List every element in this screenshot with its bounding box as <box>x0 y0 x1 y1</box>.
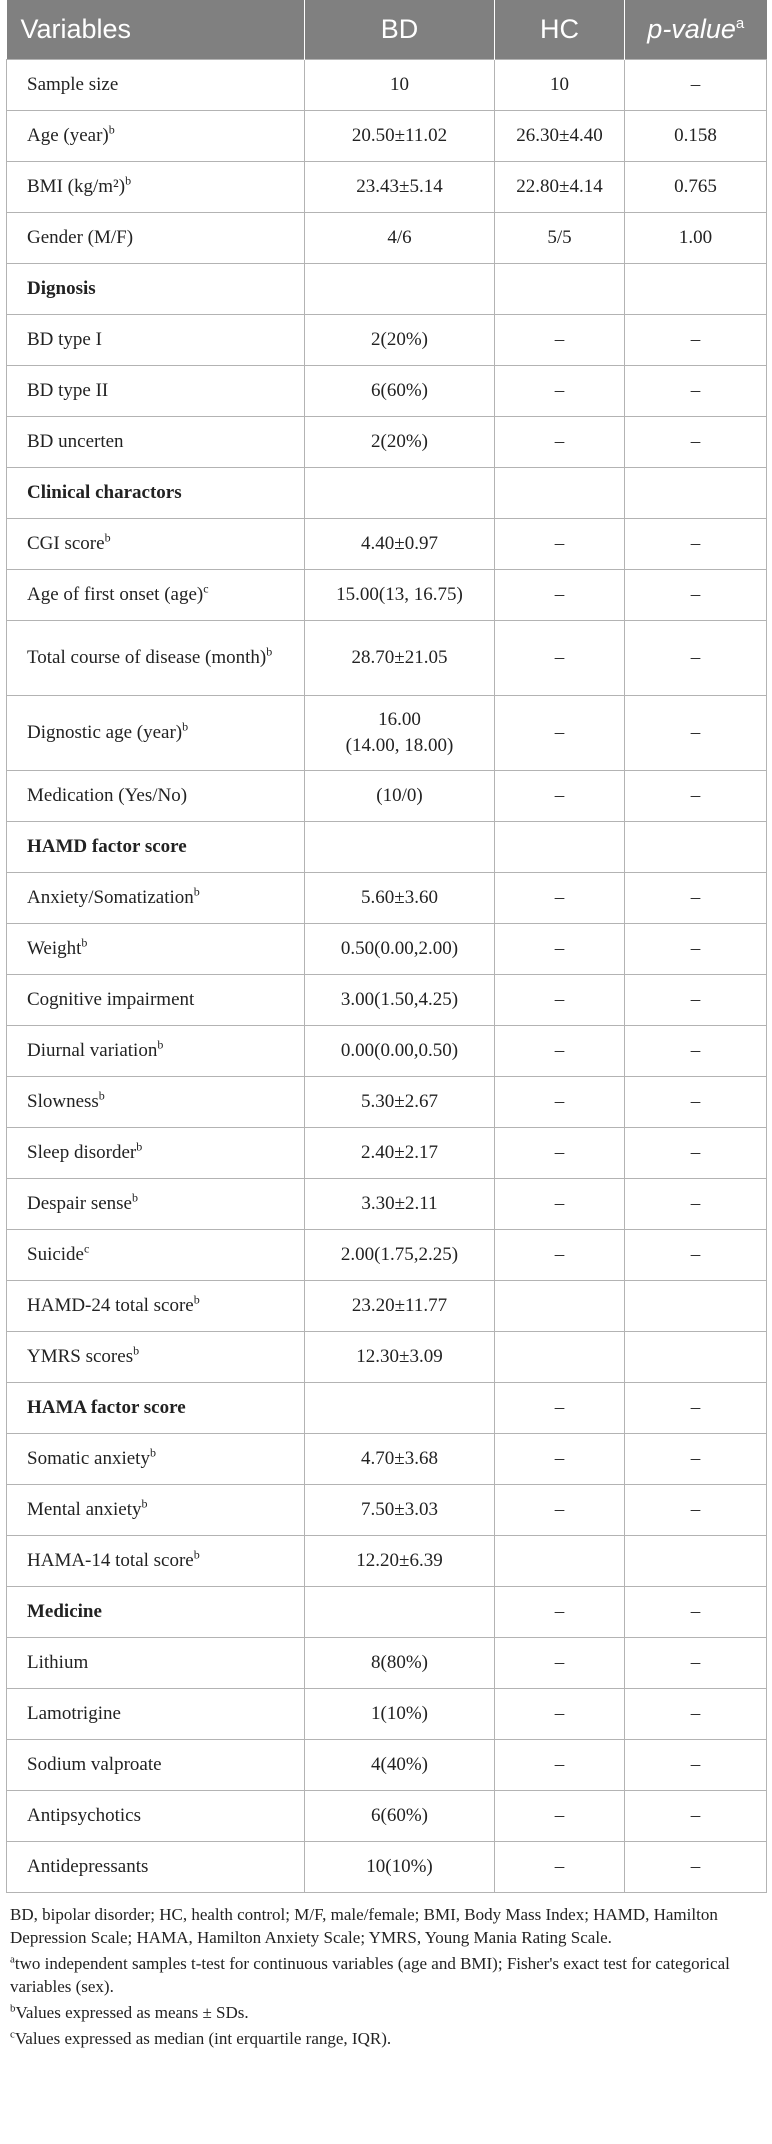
variable-cell <box>7 315 305 366</box>
variable-superscript: c <box>203 581 209 596</box>
variable-label: BD uncerten <box>27 431 124 452</box>
pvalue-cell: – <box>625 417 767 468</box>
variable-superscript: b <box>136 1139 143 1154</box>
variable-cell <box>7 1536 305 1587</box>
demographics-table <box>6 0 767 1893</box>
variable-label: Suicide <box>27 1244 84 1265</box>
variable-label: Dignostic age (year) <box>27 722 183 743</box>
pvalue-cell: – <box>625 1383 767 1434</box>
bd-cell <box>305 264 495 315</box>
bd-cell <box>305 366 495 417</box>
bd-value: 4.40±0.97 <box>361 533 438 554</box>
variable-superscript: b <box>108 122 115 137</box>
bd-cell <box>305 570 495 621</box>
bd-value: 2(20%) <box>371 329 428 350</box>
header-pvalue-sup: a <box>735 15 745 32</box>
variable-cell <box>7 1281 305 1332</box>
variable-superscript: b <box>193 1292 200 1307</box>
bd-value: 5.60±3.60 <box>361 887 438 908</box>
bd-cell <box>305 975 495 1026</box>
pvalue-cell: – <box>625 1638 767 1689</box>
table-row <box>7 570 767 621</box>
hc-cell: – <box>495 771 625 822</box>
table-row <box>7 1587 767 1638</box>
variable-superscript: b <box>266 644 273 659</box>
variable-label: Despair sense <box>27 1193 132 1214</box>
hc-cell: – <box>495 417 625 468</box>
table-row <box>7 873 767 924</box>
pvalue-cell <box>625 822 767 873</box>
variable-label: Sample size <box>27 74 119 95</box>
variable-label: HAMA-14 total score <box>27 1550 194 1571</box>
variable-superscript: b <box>98 1088 105 1103</box>
variable-cell <box>7 264 305 315</box>
variable-label: Mental anxiety <box>27 1499 142 1520</box>
bd-value: 3.30±2.11 <box>361 1193 438 1214</box>
variable-cell <box>7 60 305 111</box>
bd-cell <box>305 1434 495 1485</box>
hc-cell: – <box>495 1791 625 1842</box>
hc-cell: – <box>495 1842 625 1893</box>
footnote-a-text: two independent samples t-test for continuous variables (age and BMI); Fisher's exact test for categorical variables (sex). <box>10 1954 730 1996</box>
variable-superscript: b <box>132 1190 138 1205</box>
variable-cell <box>7 1740 305 1791</box>
variable-superscript: b <box>193 1547 200 1562</box>
pvalue-cell: – <box>625 1485 767 1536</box>
hc-cell: – <box>495 366 625 417</box>
footnote-b-text: Values expressed as means ± SDs. <box>15 2003 249 2022</box>
bd-value: 10(10%) <box>366 1856 433 1877</box>
bd-value: 4.70±3.68 <box>361 1448 438 1469</box>
pvalue-cell: – <box>625 1230 767 1281</box>
bd-cell <box>305 1842 495 1893</box>
pvalue-cell: 0.765 <box>625 162 767 213</box>
table-footnotes <box>6 1893 766 2050</box>
hc-cell: – <box>495 696 625 771</box>
table-row <box>7 111 767 162</box>
hc-cell: – <box>495 1230 625 1281</box>
variable-cell <box>7 1791 305 1842</box>
pvalue-cell: – <box>625 1077 767 1128</box>
variable-cell <box>7 570 305 621</box>
header-pvalue <box>625 0 767 60</box>
pvalue-cell: – <box>625 570 767 621</box>
table-row <box>7 1791 767 1842</box>
hc-cell <box>495 1281 625 1332</box>
bd-cell <box>305 315 495 366</box>
hc-cell: – <box>495 975 625 1026</box>
variable-cell <box>7 1230 305 1281</box>
bd-value: 6(60%) <box>371 1805 428 1826</box>
variable-cell <box>7 1383 305 1434</box>
variable-cell <box>7 468 305 519</box>
variable-label: Age of first onset (age) <box>27 584 204 605</box>
variable-superscript: b <box>104 530 111 545</box>
pvalue-cell <box>625 1281 767 1332</box>
hc-cell: – <box>495 1128 625 1179</box>
table-row <box>7 924 767 975</box>
table-row <box>7 822 767 873</box>
hc-cell <box>495 468 625 519</box>
bd-cell <box>305 1077 495 1128</box>
table-row <box>7 1077 767 1128</box>
bd-cell <box>305 111 495 162</box>
variable-cell <box>7 1332 305 1383</box>
hc-cell: – <box>495 1587 625 1638</box>
pvalue-cell: – <box>625 1791 767 1842</box>
bd-value: 5.30±2.67 <box>361 1091 438 1112</box>
table-container <box>6 0 766 2053</box>
variable-cell <box>7 1842 305 1893</box>
bd-cell <box>305 1587 495 1638</box>
table-row <box>7 60 767 111</box>
table-row <box>7 213 767 264</box>
variable-superscript: b <box>141 1496 148 1511</box>
variable-cell <box>7 873 305 924</box>
table-row <box>7 162 767 213</box>
header-bd: BD <box>305 0 495 60</box>
table-row <box>7 1179 767 1230</box>
hc-cell: 22.80±4.14 <box>495 162 625 213</box>
variable-label: Somatic anxiety <box>27 1448 150 1469</box>
variable-label: Slowness <box>27 1091 99 1112</box>
bd-value: 16.00 <box>378 709 421 730</box>
table-row <box>7 1689 767 1740</box>
table-row <box>7 771 767 822</box>
variable-cell <box>7 366 305 417</box>
pvalue-cell <box>625 1536 767 1587</box>
pvalue-cell: – <box>625 696 767 771</box>
pvalue-cell: – <box>625 1689 767 1740</box>
variable-superscript: b <box>182 719 189 734</box>
hc-cell: – <box>495 1383 625 1434</box>
variable-cell <box>7 1638 305 1689</box>
hc-cell: – <box>495 1638 625 1689</box>
bd-cell <box>305 771 495 822</box>
pvalue-cell: – <box>625 1434 767 1485</box>
hc-cell: 26.30±4.40 <box>495 111 625 162</box>
table-row <box>7 975 767 1026</box>
variable-cell <box>7 111 305 162</box>
hc-cell: – <box>495 1485 625 1536</box>
bd-value-line2: (14.00, 18.00) <box>345 735 454 756</box>
variable-cell <box>7 1689 305 1740</box>
footnote-a-mark: a <box>10 1953 15 1966</box>
bd-cell <box>305 873 495 924</box>
bd-cell <box>305 822 495 873</box>
bd-cell <box>305 1026 495 1077</box>
hc-cell: – <box>495 1689 625 1740</box>
hc-cell: – <box>495 621 625 696</box>
table-row <box>7 1842 767 1893</box>
bd-cell <box>305 1332 495 1383</box>
hc-cell: – <box>495 1077 625 1128</box>
footnote-c-text: Values expressed as median (int erquartile range, IQR). <box>14 2029 392 2048</box>
table-row <box>7 264 767 315</box>
table-row <box>7 417 767 468</box>
table-row <box>7 1230 767 1281</box>
hc-cell: – <box>495 1179 625 1230</box>
bd-value: 1(10%) <box>371 1703 428 1724</box>
variable-cell <box>7 1587 305 1638</box>
pvalue-cell: – <box>625 1842 767 1893</box>
table-header-row <box>7 0 767 60</box>
table-row <box>7 315 767 366</box>
bd-value: 12.20±6.39 <box>356 1550 443 1571</box>
variable-label: Diurnal variation <box>27 1040 158 1061</box>
bd-value: 2(20%) <box>371 431 428 452</box>
hc-cell: – <box>495 1740 625 1791</box>
bd-value: 20.50±11.02 <box>351 125 448 146</box>
variable-cell <box>7 213 305 264</box>
bd-cell <box>305 213 495 264</box>
pvalue-cell: – <box>625 1179 767 1230</box>
variable-cell <box>7 1434 305 1485</box>
bd-cell <box>305 1230 495 1281</box>
variable-label: Clinical charactors <box>27 482 182 503</box>
pvalue-cell: – <box>625 975 767 1026</box>
variable-label: Medication (Yes/No) <box>27 785 188 806</box>
variable-label: Sleep disorder <box>27 1142 137 1163</box>
bd-value: 23.20±11.77 <box>351 1295 448 1316</box>
variable-label: Lithium <box>27 1652 89 1673</box>
table-row <box>7 1434 767 1485</box>
variable-superscript: b <box>193 884 200 899</box>
table-row <box>7 1485 767 1536</box>
variable-cell <box>7 1485 305 1536</box>
header-variables: Variables <box>7 0 305 60</box>
table-row <box>7 1383 767 1434</box>
hc-cell <box>495 264 625 315</box>
variable-label: Total course of disease (month) <box>27 647 267 668</box>
footnote-abbreviations: BD, bipolar disorder; HC, health control; M/F, male/female; BMI, Body Mass Index; HAMD, Hamilton Depression Scale; HAMA, Hamilton Anxiety Scale; YMRS, Young Mania Rating Scale. <box>10 1905 718 1947</box>
bd-cell <box>305 162 495 213</box>
variable-cell <box>7 771 305 822</box>
pvalue-cell: 0.158 <box>625 111 767 162</box>
variable-label: HAMA factor score <box>27 1397 186 1418</box>
variable-cell <box>7 924 305 975</box>
bd-cell <box>305 1740 495 1791</box>
pvalue-cell: – <box>625 873 767 924</box>
variable-label: Anxiety/Somatization <box>27 887 194 908</box>
variable-superscript: b <box>157 1037 164 1052</box>
hc-cell: – <box>495 1434 625 1485</box>
variable-label: BD type I <box>27 329 102 350</box>
pvalue-cell <box>625 1332 767 1383</box>
footnote-b-mark: b <box>10 2002 16 2015</box>
bd-value: 12.30±3.09 <box>356 1346 443 1367</box>
table-row <box>7 1536 767 1587</box>
hc-cell <box>495 1536 625 1587</box>
variable-label: Gender (M/F) <box>27 227 134 248</box>
hc-cell: – <box>495 570 625 621</box>
variable-label: Age (year) <box>27 125 109 146</box>
hc-cell: – <box>495 315 625 366</box>
variable-cell <box>7 822 305 873</box>
variable-label: Antipsychotics <box>27 1805 141 1826</box>
bd-cell <box>305 1485 495 1536</box>
variable-cell <box>7 696 305 771</box>
variable-label: HAMD-24 total score <box>27 1295 194 1316</box>
variable-cell <box>7 975 305 1026</box>
table-row <box>7 1026 767 1077</box>
variable-superscript: b <box>81 935 88 950</box>
pvalue-cell: – <box>625 621 767 696</box>
variable-cell <box>7 1026 305 1077</box>
pvalue-cell: – <box>625 924 767 975</box>
bd-cell <box>305 468 495 519</box>
bd-cell <box>305 1383 495 1434</box>
bd-cell <box>305 1536 495 1587</box>
pvalue-cell: – <box>625 1587 767 1638</box>
variable-cell <box>7 1128 305 1179</box>
variable-superscript: b <box>125 173 132 188</box>
bd-value: 7.50±3.03 <box>361 1499 438 1520</box>
hc-cell: – <box>495 1026 625 1077</box>
hc-cell: 5/5 <box>495 213 625 264</box>
table-row <box>7 519 767 570</box>
bd-cell <box>305 1689 495 1740</box>
table-row <box>7 696 767 771</box>
bd-cell <box>305 1791 495 1842</box>
variable-superscript: c <box>84 1241 90 1256</box>
variable-label: Cognitive impairment <box>27 989 195 1010</box>
table-row <box>7 1638 767 1689</box>
pvalue-cell: – <box>625 315 767 366</box>
bd-value: 6(60%) <box>371 380 428 401</box>
bd-cell <box>305 417 495 468</box>
pvalue-cell <box>625 468 767 519</box>
table-body <box>7 60 767 1893</box>
variable-label: BMI (kg/m²) <box>27 176 126 197</box>
pvalue-cell: – <box>625 1026 767 1077</box>
hc-cell: – <box>495 519 625 570</box>
bd-value: 23.43±5.14 <box>356 176 443 197</box>
variable-label: Lamotrigine <box>27 1703 121 1724</box>
bd-value: 8(80%) <box>371 1652 428 1673</box>
hc-cell <box>495 1332 625 1383</box>
bd-cell <box>305 1179 495 1230</box>
table-row <box>7 1128 767 1179</box>
variable-label: Medicine <box>27 1601 102 1622</box>
pvalue-cell: – <box>625 1740 767 1791</box>
table-row <box>7 1332 767 1383</box>
pvalue-cell: 1.00 <box>625 213 767 264</box>
hc-cell: 10 <box>495 60 625 111</box>
bd-value: 28.70±21.05 <box>351 647 448 668</box>
pvalue-cell: – <box>625 60 767 111</box>
bd-cell <box>305 1281 495 1332</box>
variable-cell <box>7 519 305 570</box>
bd-value: 0.50(0.00,2.00) <box>340 938 459 959</box>
pvalue-cell: – <box>625 366 767 417</box>
bd-value: 4(40%) <box>371 1754 428 1775</box>
variable-superscript: b <box>149 1445 156 1460</box>
bd-value: 15.00(13, 16.75) <box>336 584 463 605</box>
table-row <box>7 468 767 519</box>
hc-cell: – <box>495 873 625 924</box>
bd-value: (10/0) <box>376 785 423 806</box>
bd-cell <box>305 1638 495 1689</box>
table-row <box>7 366 767 417</box>
bd-value: 3.00(1.50,4.25) <box>340 989 459 1010</box>
bd-cell <box>305 1128 495 1179</box>
variable-cell <box>7 162 305 213</box>
bd-value: 2.00(1.75,2.25) <box>340 1244 459 1265</box>
variable-superscript: b <box>133 1343 140 1358</box>
bd-value: 0.00(0.00,0.50) <box>340 1040 459 1061</box>
header-pvalue-label: p-value <box>647 14 736 44</box>
footnote-b <box>10 2001 762 2024</box>
table-row <box>7 621 767 696</box>
variable-label: Dignosis <box>27 278 96 299</box>
variable-label: HAMD factor score <box>27 836 187 857</box>
pvalue-cell: – <box>625 771 767 822</box>
variable-cell <box>7 1179 305 1230</box>
variable-label: CGI score <box>27 533 105 554</box>
variable-label: Weight <box>27 938 82 959</box>
variable-label: Sodium valproate <box>27 1754 162 1775</box>
variable-label: YMRS scores <box>27 1346 134 1367</box>
table-row <box>7 1740 767 1791</box>
pvalue-cell <box>625 264 767 315</box>
pvalue-cell: – <box>625 519 767 570</box>
hc-cell: – <box>495 924 625 975</box>
bd-value: 4/6 <box>387 227 412 248</box>
variable-cell <box>7 621 305 696</box>
pvalue-cell: – <box>625 1128 767 1179</box>
bd-value: 2.40±2.17 <box>361 1142 438 1163</box>
bd-cell <box>305 519 495 570</box>
variable-label: BD type II <box>27 380 109 401</box>
bd-cell <box>305 924 495 975</box>
header-hc: HC <box>495 0 625 60</box>
variable-label: Antidepressants <box>27 1856 149 1877</box>
bd-cell <box>305 60 495 111</box>
table-row <box>7 1281 767 1332</box>
bd-cell <box>305 696 495 771</box>
footnote-c <box>10 2027 762 2050</box>
hc-cell <box>495 822 625 873</box>
variable-cell <box>7 1077 305 1128</box>
bd-cell <box>305 621 495 696</box>
bd-value: 10 <box>390 74 409 95</box>
footnote-c-mark: c <box>10 2028 15 2041</box>
footnote-a <box>10 1952 762 1998</box>
variable-cell <box>7 417 305 468</box>
